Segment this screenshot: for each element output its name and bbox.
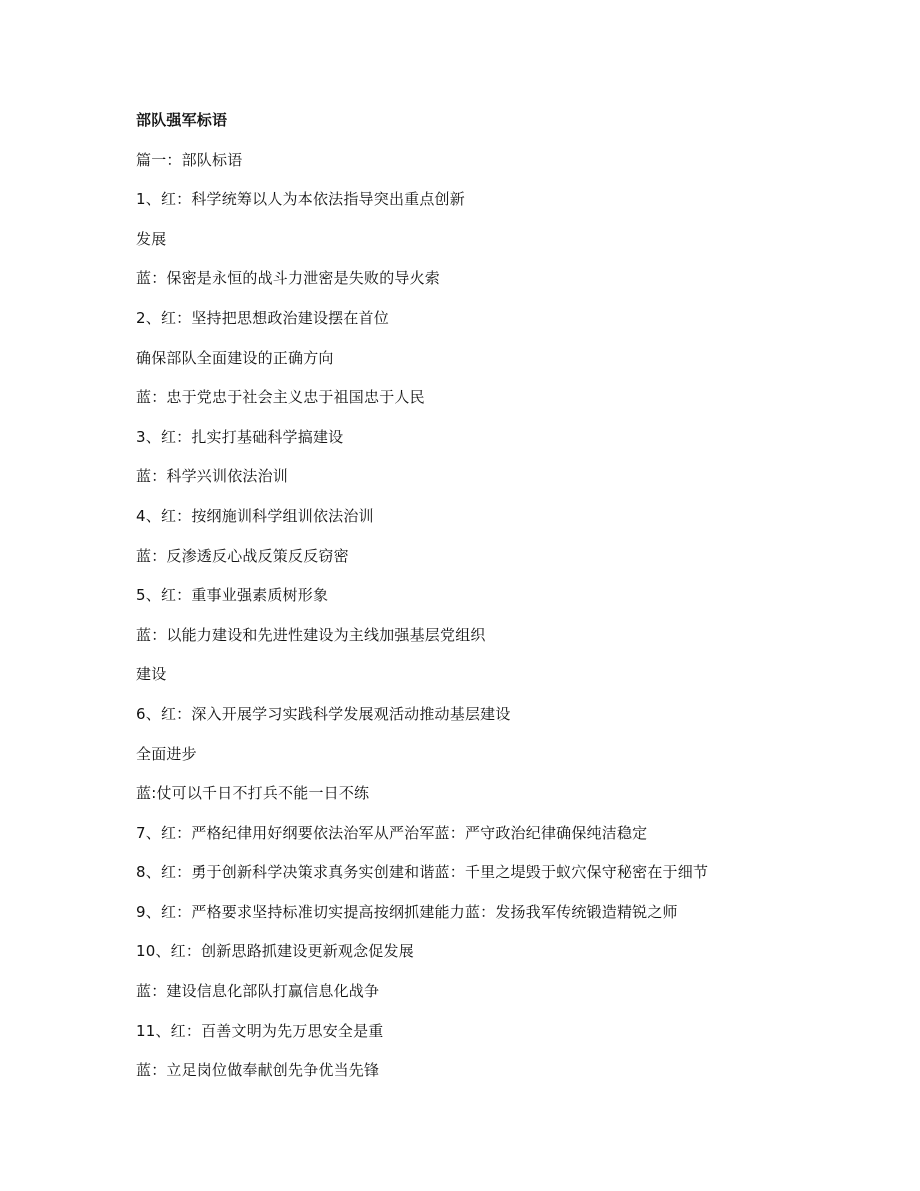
slogan-line: 蓝：保密是永恒的战斗力泄密是失败的导火索 <box>136 269 441 288</box>
slogan-line: 确保部队全面建设的正确方向 <box>136 348 334 367</box>
slogan-line: 建设 <box>136 665 167 684</box>
section-heading: 篇一：部队标语 <box>136 150 243 169</box>
slogan-line: 蓝：以能力建设和先进性建设为主线加强基层党组织 <box>136 625 486 644</box>
slogan-line: 4、红：按纲施训科学组训依法治训 <box>136 506 374 525</box>
slogan-line: 3、红：扎实打基础科学搞建设 <box>136 427 344 446</box>
slogan-line: 11、红：百善文明为先万思安全是重 <box>136 1021 384 1040</box>
slogan-line: 7、红：严格纪律用好纲要依法治军从严治军蓝：严守政治纪律确保纯洁稳定 <box>136 823 648 842</box>
slogan-line: 蓝：建设信息化部队打赢信息化战争 <box>136 982 380 1001</box>
slogan-line: 9、红：严格要求坚持标准切实提高按纲抓建能力蓝：发扬我军传统锻造精锐之师 <box>136 902 678 921</box>
slogan-line: 8、红：勇于创新科学决策求真务实创建和谐蓝：千里之堤毁于蚁穴保守秘密在于细节 <box>136 863 709 882</box>
slogan-line: 蓝：立足岗位做奉献创先争优当先锋 <box>136 1061 380 1080</box>
slogan-line: 5、红：重事业强素质树形象 <box>136 586 329 605</box>
slogan-line: 发展 <box>136 229 167 248</box>
slogan-line: 10、红：创新思路抓建设更新观念促发展 <box>136 942 414 961</box>
document-title: 部队强军标语 <box>136 111 228 129</box>
slogan-line: 蓝:仗可以千日不打兵不能一日不练 <box>136 784 370 803</box>
slogan-line: 蓝：科学兴训依法治训 <box>136 467 289 486</box>
slogan-line: 全面进步 <box>136 744 197 763</box>
document-body <box>136 108 876 1098</box>
slogan-line: 蓝：忠于党忠于社会主义忠于祖国忠于人民 <box>136 388 425 407</box>
slogan-line: 6、红：深入开展学习实践科学发展观活动推动基层建设 <box>136 704 511 723</box>
slogan-line: 2、红：坚持把思想政治建设摆在首位 <box>136 308 389 327</box>
slogan-line: 蓝：反渗透反心战反策反反窃密 <box>136 546 349 565</box>
slogan-line: 1、红：科学统筹以人为本依法指导突出重点创新 <box>136 190 465 209</box>
